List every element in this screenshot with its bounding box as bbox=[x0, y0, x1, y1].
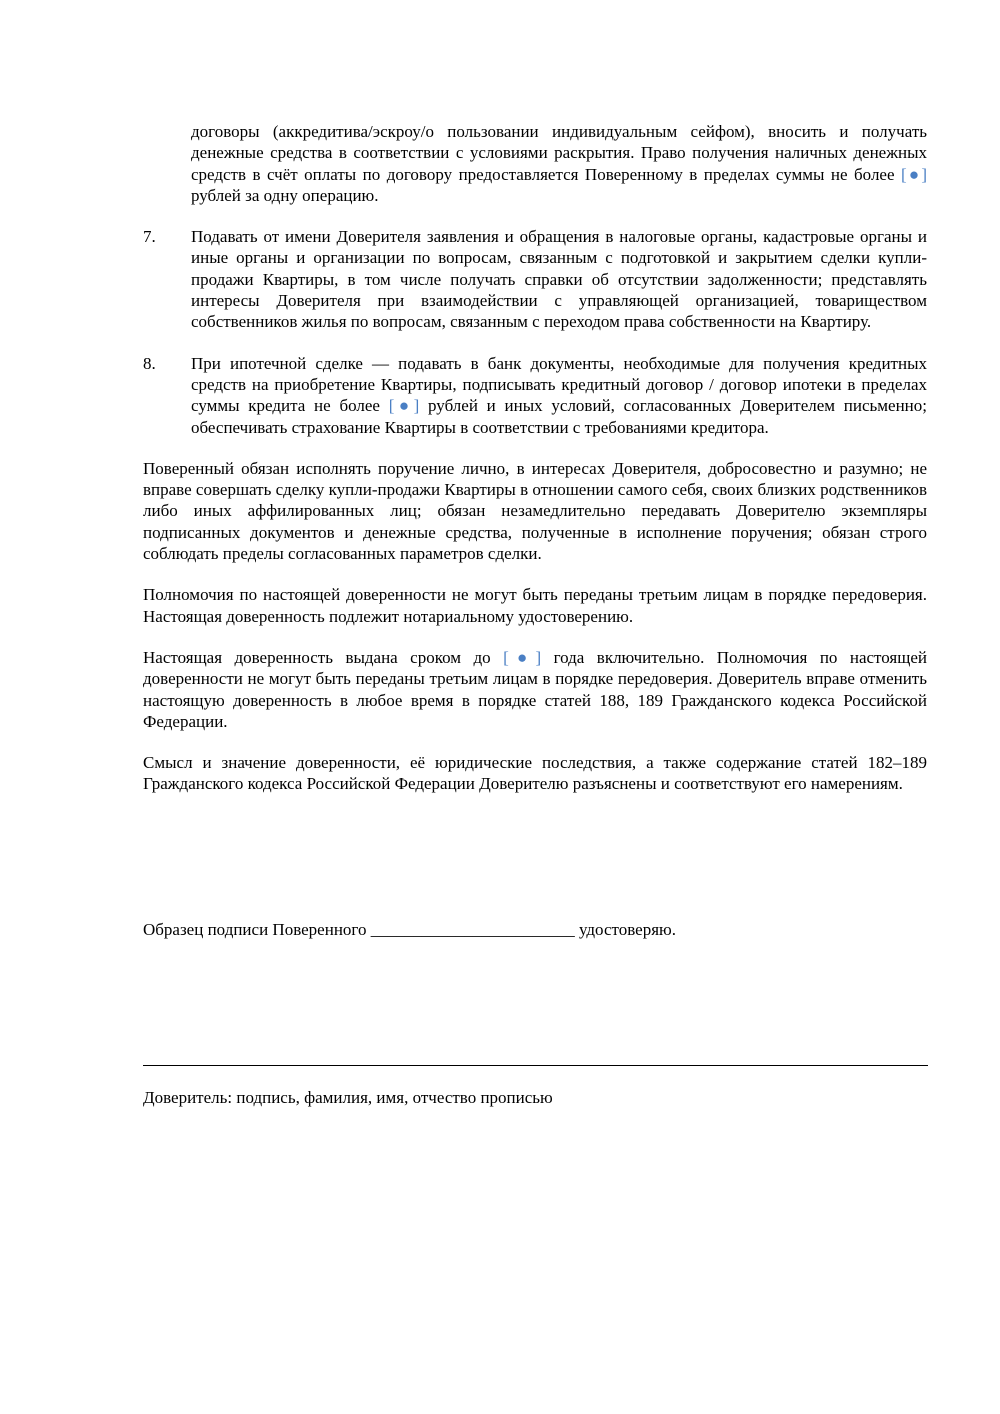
list-item-7 bbox=[143, 226, 927, 332]
no-transfer-paragraph: Полномочия по настоящей доверенности не могут быть переданы третьим лицам в порядке передоверия. Настоящая доверенность подлежит нотариальному удостоверению. bbox=[143, 585, 927, 626]
term-text-after: года включительно. Полномочия по настоящей доверенности не могут быть переданы третьим лицам в порядке передоверия. Доверитель вправе отменить настоящую доверенность в любое время в порядке статей 188, 189 Гражданского кодекса Российской Федерации. bbox=[143, 647, 927, 731]
term-text-before: Настоящая доверенность выдана сроком до bbox=[143, 647, 504, 667]
amount-placeholder: [●] bbox=[900, 164, 928, 184]
term-paragraph bbox=[143, 647, 927, 732]
signature-rule bbox=[143, 1065, 928, 1066]
item-8-text-before: При ипотечной сделке — подавать в банк документы, необходимые для получения кредитных средств на приобретение Квартиры, подписывать кредитный договор / договор ипотеки в пределах суммы кредита не более bbox=[191, 353, 927, 416]
list-item-text bbox=[191, 353, 927, 438]
item-6-continuation bbox=[143, 121, 927, 206]
item-8-text-after: рублей и иных условий, согласованных Доверителем письменно; обеспечивать страхование Квартиры в соответствии с требованиями кредитора. bbox=[191, 396, 927, 437]
item-6-text-before: договоры (аккредитива/эскроу/о пользовании индивидуальным сейфом), вносить и получать денежные средства в соответствии с условиями раскрытия. Право получения наличных денежных средств в счёт оплаты по договору предоставляется Поверенному в пределах суммы не более bbox=[191, 122, 927, 184]
credit-amount-placeholder: [●] bbox=[388, 396, 420, 416]
duties-paragraph: Поверенный обязан исполнять поручение лично, в интересах Доверителя, добросовестно и разумно; не вправе совершать сделку купли-продажи Квартиры в отношении самого себя, своих близких родственников либо иных аффилированных лиц; обязан незамедлительно передавать Доверителю экземпляры подписанных документов и денежные средства, полученные в исполнение поручения; обязан строго соблюдать пределы согласованных параметров сделки. bbox=[143, 458, 927, 564]
list-item-number: 8. bbox=[143, 353, 156, 373]
signature-sample-line: Образец подписи Поверенного ________________________ удостоверяю. bbox=[143, 920, 676, 939]
list-item-text: Подавать от имени Доверителя заявления и обращения в налоговые органы, кадастровые органы и иные органы и организации по вопросам, связанным с подготовкой и закрытием сделки купли-продажи Квартиры, в том числе получать справки об отсутствии задолженности; представлять интересы Доверителя при взаимодействии с управляющей организацией, товариществом собственников жилья по вопросам, связанным с переходом права собственности на Квартиру. bbox=[191, 227, 927, 332]
item-6-text-after: рублей за одну операцию. bbox=[191, 185, 379, 205]
signature-caption: Доверитель: подпись, фамилия, имя, отчество прописью bbox=[143, 1088, 553, 1107]
document-body bbox=[143, 121, 927, 795]
list-item-8 bbox=[143, 353, 927, 438]
meaning-paragraph: Смысл и значение доверенности, её юридические последствия, а также содержание статей 182–189 Гражданского кодекса Российской Федерации Доверителю разъяснены и соответствуют его намерениям. bbox=[143, 753, 927, 794]
list-item-number: 7. bbox=[143, 227, 156, 247]
term-date-placeholder: [●] bbox=[503, 647, 542, 667]
